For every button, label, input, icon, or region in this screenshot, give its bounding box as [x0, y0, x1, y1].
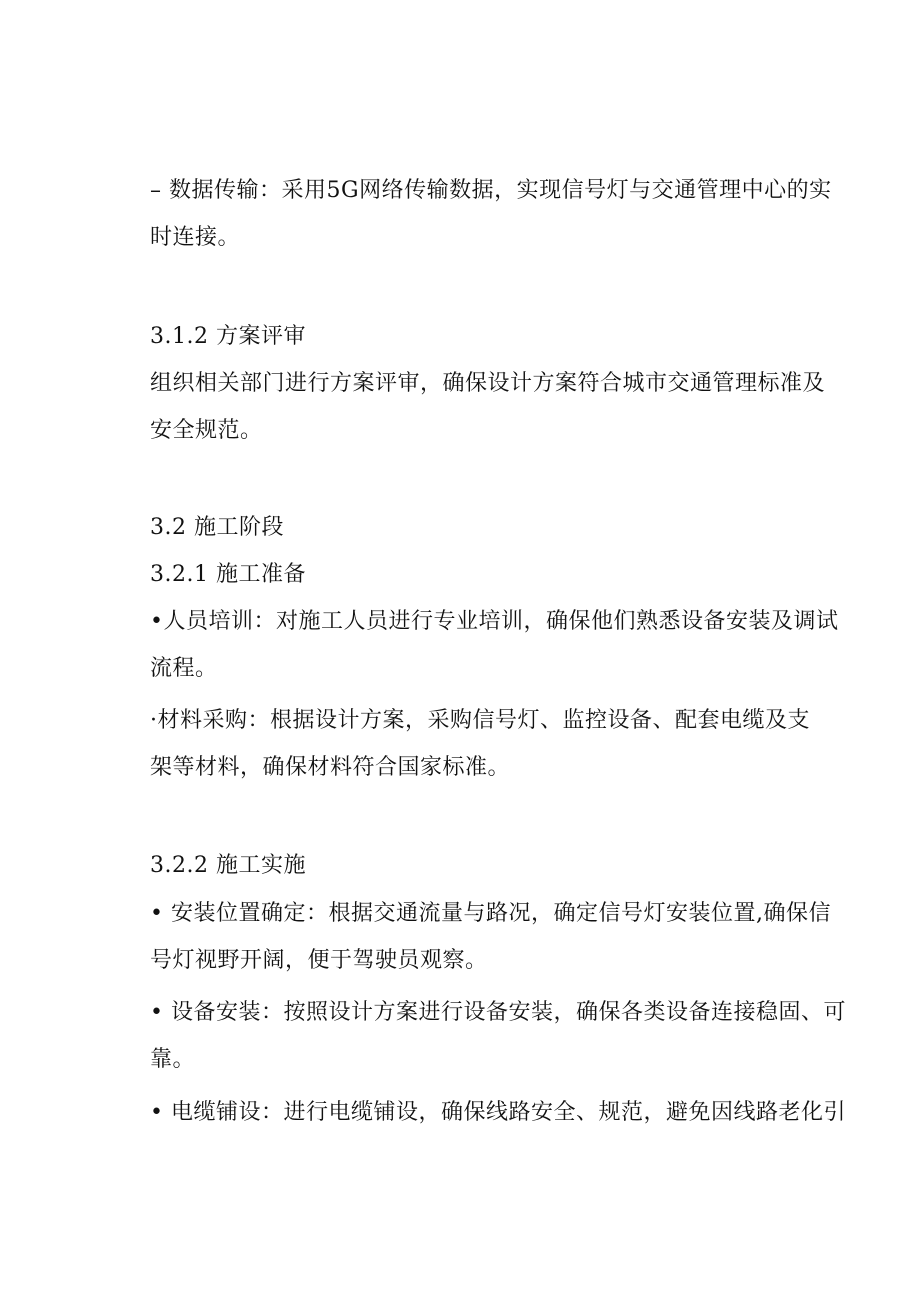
paragraph-cable-laying-line-1: • 电缆铺设：进行电缆铺设，确保线路安全、规范，避免因线路老化引	[150, 1100, 846, 1125]
paragraph-plan-review-line-2: 安全规范。	[150, 418, 263, 443]
heading-3-1-2: 3.1.2 方案评审	[150, 324, 306, 349]
paragraph-equipment-install-line-2: 靠。	[150, 1047, 196, 1072]
paragraph-data-transmission-line-1: – 数据传输：采用5G网络传输数据，实现信号灯与交通管理中心的实	[150, 178, 832, 203]
heading-3-2-1: 3.2.1 施工准备	[150, 562, 306, 587]
paragraph-install-location-line-1: • 安装位置确定：根据交通流量与路况，确定信号灯安装位置,确保信	[150, 901, 831, 926]
heading-3-2: 3.2 施工阶段	[150, 515, 284, 540]
paragraph-material-purchase-line-2: 架等材料，确保材料符合国家标准。	[150, 755, 511, 780]
paragraph-material-purchase-line-1: ·材料采购：根据设计方案，采购信号灯、监控设备、配套电缆及支	[150, 708, 810, 733]
paragraph-staff-training-line-1: •人员培训：对施工人员进行专业培训，确保他们熟悉设备安装及调试	[150, 609, 839, 634]
paragraph-plan-review-line-1: 组织相关部门进行方案评审，确保设计方案符合城市交通管理标准及	[150, 371, 826, 396]
paragraph-staff-training-line-2: 流程。	[150, 656, 218, 681]
paragraph-data-transmission-line-2: 时连接。	[150, 225, 241, 250]
paragraph-equipment-install-line-1: • 设备安装：按照设计方案进行设备安装，确保各类设备连接稳固、可	[150, 1000, 846, 1025]
paragraph-install-location-line-2: 号灯视野开阔，便于驾驶员观察。	[150, 948, 488, 973]
heading-3-2-2: 3.2.2 施工实施	[150, 853, 306, 878]
